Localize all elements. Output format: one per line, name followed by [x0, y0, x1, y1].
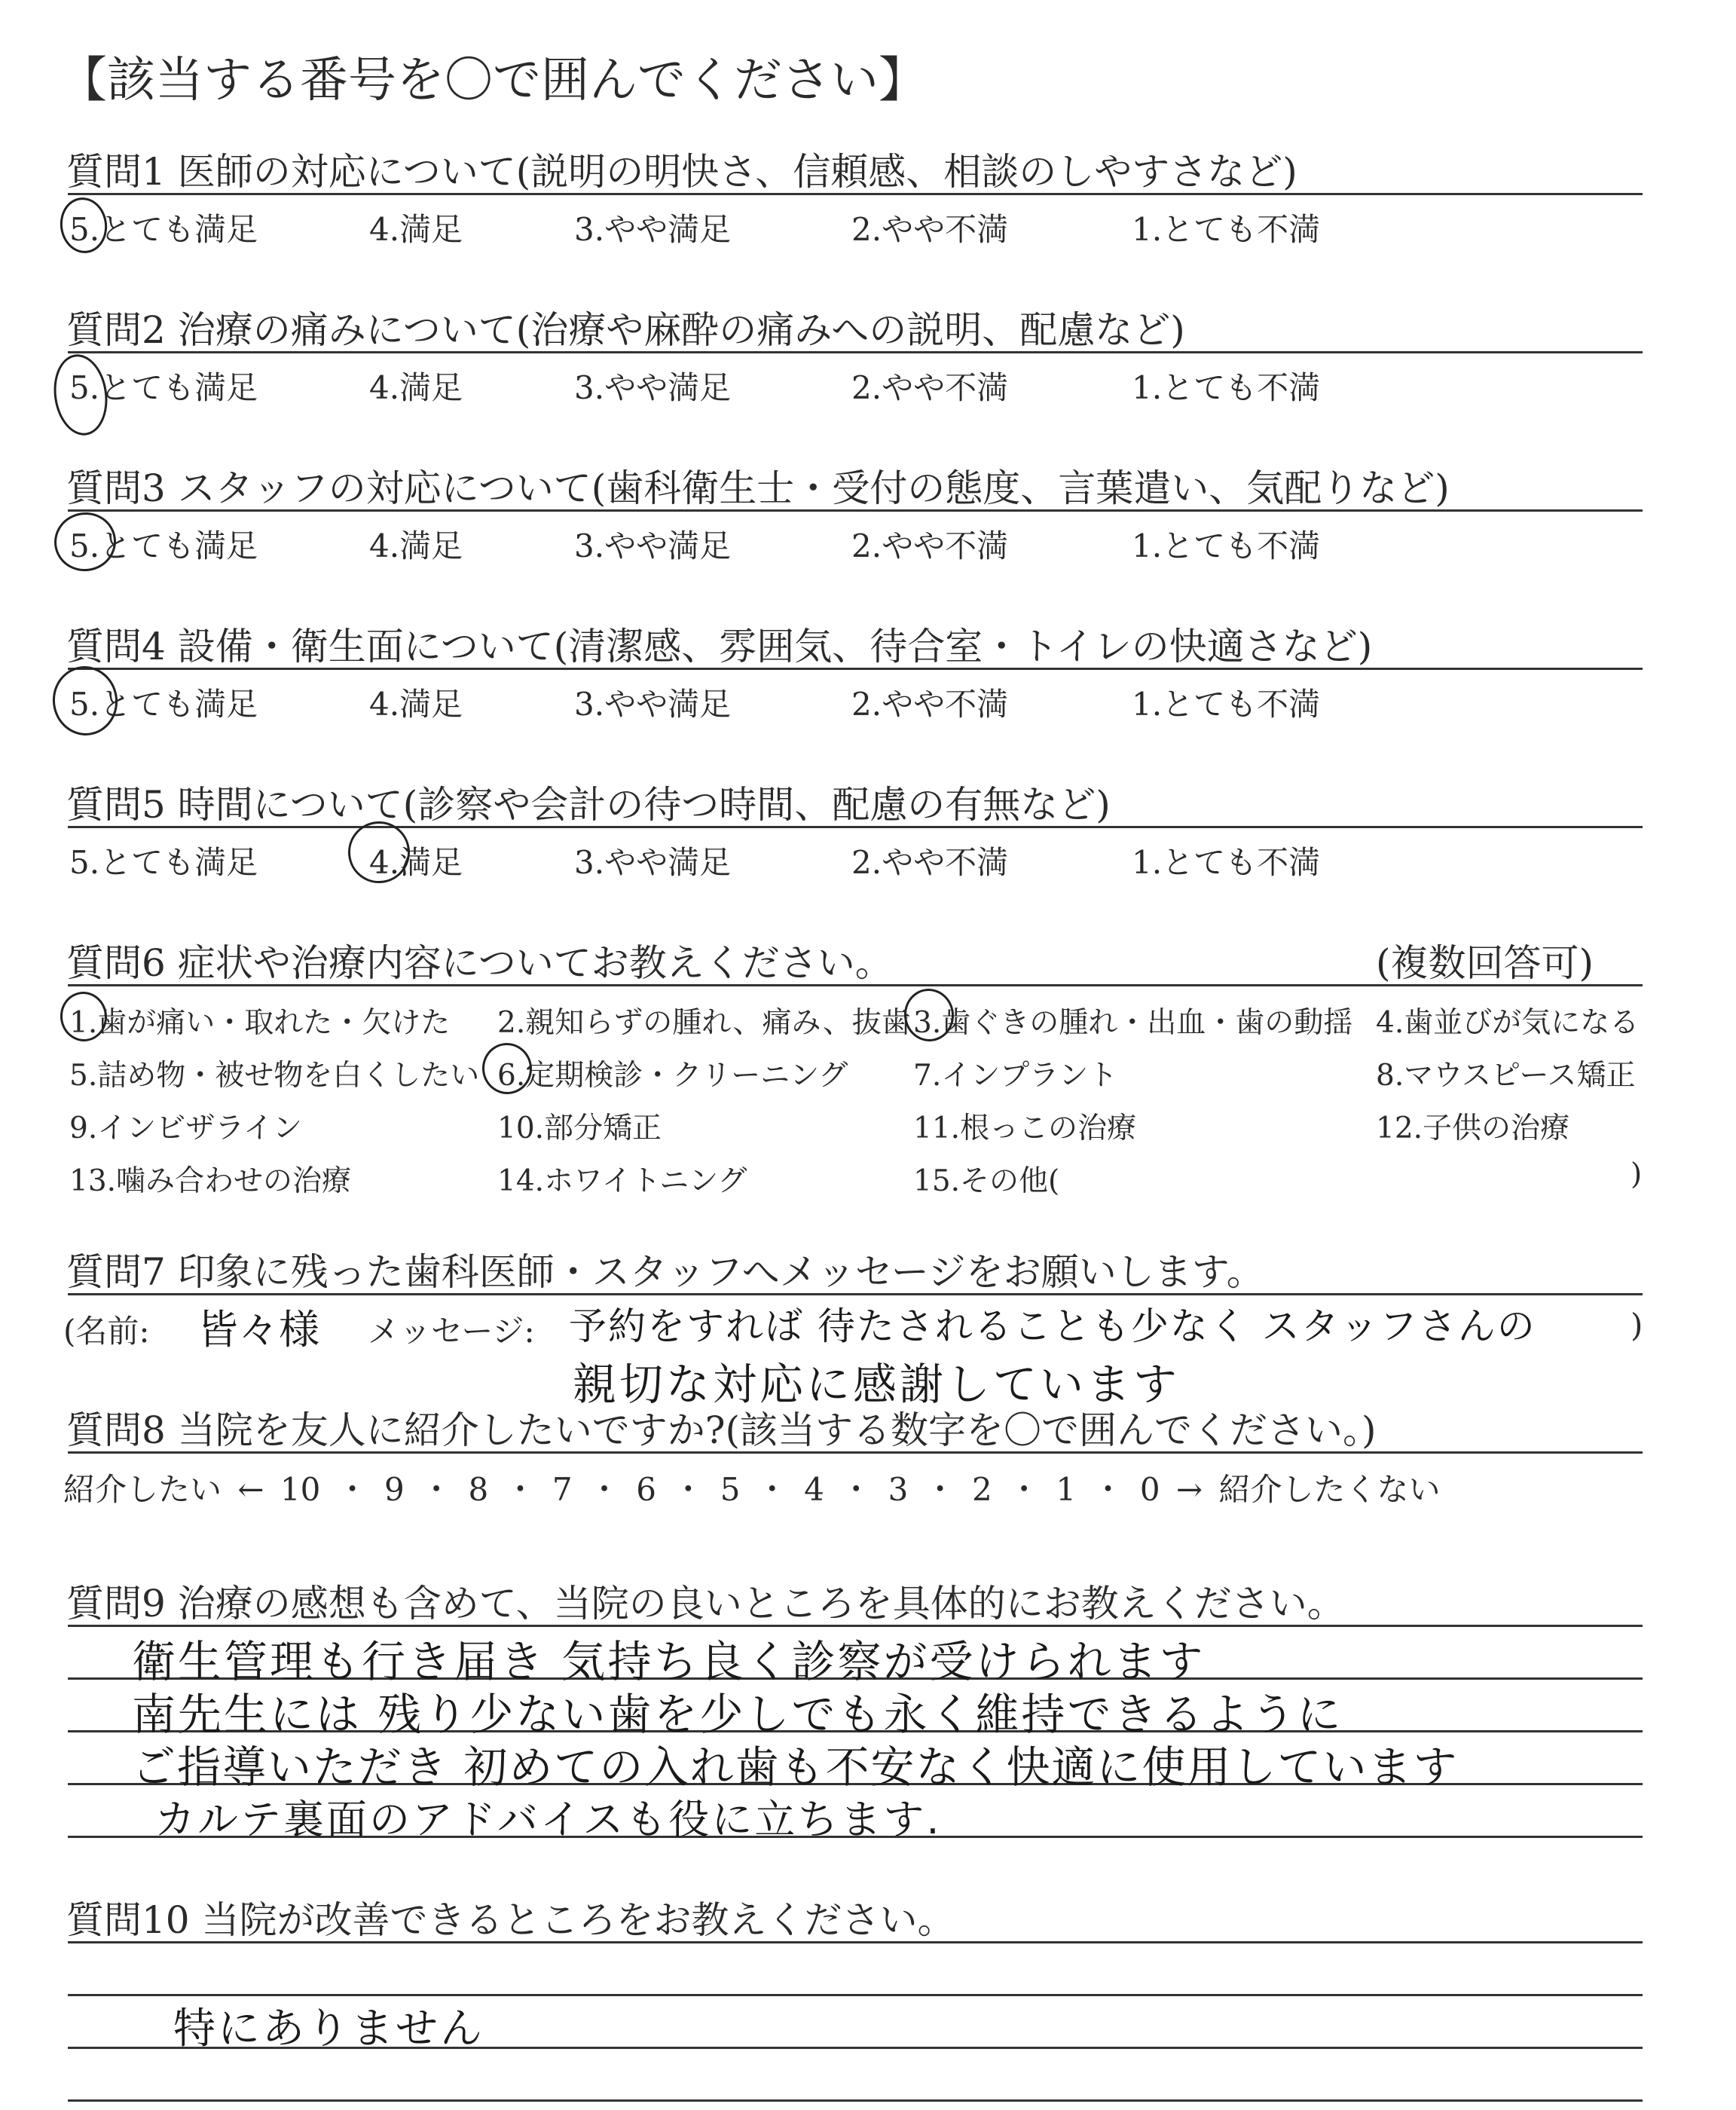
- q1-rule: [68, 193, 1643, 195]
- q6-item-1[interactable]: 1.歯が痛い・取れた・欠けた: [69, 1006, 451, 1040]
- q10-rule-1: [68, 1941, 1643, 1943]
- q6-item-7[interactable]: 7.インプラント: [913, 1059, 1118, 1093]
- q6-item-11[interactable]: 11.根っこの治療: [913, 1112, 1137, 1145]
- q7-message-line-2[interactable]: 親切な対応に感謝しています: [573, 1359, 1181, 1410]
- q5-option-4[interactable]: 4.満足: [369, 844, 463, 881]
- q4-option-3[interactable]: 3.やや満足: [574, 686, 732, 723]
- q3-option-2[interactable]: 2.やや不満: [851, 528, 1009, 564]
- q1-option-1[interactable]: 1.とても不満: [1132, 211, 1321, 248]
- q8-title: 質問8 当院を友人に紹介したいですか?(該当する数字を〇で囲んでください。): [66, 1408, 1377, 1452]
- q9-answer-line-3[interactable]: ご指導いただき 初めての入れ歯も不安なく快適に使用しています: [132, 1742, 1459, 1793]
- q6-item-4[interactable]: 4.歯並びが気になる: [1376, 1006, 1640, 1040]
- q6-item-5[interactable]: 5.詰め物・被せ物を白くしたい: [69, 1059, 480, 1093]
- q2-rule: [68, 351, 1643, 353]
- q4-option-1[interactable]: 1.とても不満: [1132, 686, 1321, 723]
- q9-answer-line-2[interactable]: 南先生には 残り少ない歯を少しでも永く維持できるように: [132, 1689, 1343, 1740]
- q7-name-label: (名前:: [63, 1313, 150, 1350]
- q3-option-4[interactable]: 4.満足: [369, 528, 463, 564]
- q6-item-8[interactable]: 8.マウスピース矯正: [1376, 1059, 1636, 1093]
- q7-message-line-1[interactable]: 予約をすれば 待たされることも少なく スタッフさんの: [569, 1304, 1536, 1348]
- q6-item-10[interactable]: 10.部分矯正: [497, 1112, 662, 1145]
- q5-option-2[interactable]: 2.やや不満: [851, 844, 1009, 881]
- q2-option-3[interactable]: 3.やや満足: [574, 369, 732, 406]
- q2-option-2[interactable]: 2.やや不満: [851, 369, 1009, 406]
- q7-name-value[interactable]: 皆々様: [197, 1306, 319, 1353]
- q6-item-12[interactable]: 12.子供の治療: [1376, 1112, 1570, 1145]
- q5-option-1[interactable]: 1.とても不満: [1132, 844, 1321, 881]
- q10-answer[interactable]: 特にありません: [173, 2004, 484, 2053]
- q7-title: 質問7 印象に残った歯科医師・スタッフへメッセージをお願いします。: [66, 1250, 1264, 1294]
- q3-option-3[interactable]: 3.やや満足: [574, 528, 732, 564]
- q6-rule: [68, 984, 1643, 986]
- q4-option-5[interactable]: 5.とても満足: [69, 686, 258, 723]
- q6-note: (複数回答可): [1376, 941, 1594, 985]
- q10-title: 質問10 当院が改善できるところをお教えください。: [66, 1898, 955, 1942]
- q3-rule: [68, 509, 1643, 512]
- q3-option-5[interactable]: 5.とても満足: [69, 528, 258, 564]
- q6-item-15[interactable]: 15.その他(: [913, 1164, 1060, 1198]
- q6-item-6[interactable]: 6.定期検診・クリーニング: [497, 1059, 848, 1093]
- q6-item-13[interactable]: 13.噛み合わせの治療: [69, 1164, 352, 1198]
- q9-answer-line-4[interactable]: カルテ裏面のアドバイスも役に立ちます.: [154, 1796, 942, 1843]
- q7-message-label: メッセージ:: [368, 1313, 535, 1350]
- q7-message-close-paren: ): [1631, 1307, 1643, 1344]
- q8-scale[interactable]: 紹介したい ← 10 ・ 9 ・ 8 ・ 7 ・ 6 ・ 5 ・ 4 ・ 3 ・ 2 ・ 1 ・ 0 → 紹介したくない: [63, 1471, 1441, 1508]
- q7-rule: [68, 1293, 1643, 1295]
- q2-option-1[interactable]: 1.とても不満: [1132, 369, 1321, 406]
- q2-option-4[interactable]: 4.満足: [369, 369, 463, 406]
- q4-option-2[interactable]: 2.やや不満: [851, 686, 1009, 723]
- q9-answer-line-1[interactable]: 衛生管理も行き届き 気持ち良く診察が受けられます: [132, 1636, 1206, 1687]
- q3-option-1[interactable]: 1.とても不満: [1132, 528, 1321, 564]
- q6-item-9[interactable]: 9.インビザライン: [69, 1112, 303, 1145]
- q5-option-5[interactable]: 5.とても満足: [69, 844, 258, 881]
- q2-option-5[interactable]: 5.とても満足: [69, 369, 258, 406]
- q9-title: 質問9 治療の感想も含めて、当院の良いところを具体的にお教えください。: [66, 1582, 1345, 1625]
- q10-rule-4: [68, 2099, 1643, 2102]
- q1-option-4[interactable]: 4.満足: [369, 211, 463, 248]
- q4-option-4[interactable]: 4.満足: [369, 686, 463, 723]
- q1-option-5[interactable]: 5.とても満足: [69, 211, 258, 248]
- q6-item-2[interactable]: 2.親知らずの腫れ、痛み、抜歯: [497, 1006, 911, 1040]
- instruction-heading: 【該当する番号を〇で囲んでください】: [59, 53, 927, 109]
- q5-title: 質問5 時間について(診察や会計の待つ時間、配慮の有無など): [66, 783, 1111, 827]
- q6-title: 質問6 症状や治療内容についてお教えください。: [66, 941, 893, 985]
- q1-option-2[interactable]: 2.やや不満: [851, 211, 1009, 248]
- q8-rule: [68, 1451, 1643, 1454]
- q2-title: 質問2 治療の痛みについて(治療や麻酔の痛みへの説明、配慮など): [66, 308, 1185, 352]
- q5-option-3[interactable]: 3.やや満足: [574, 844, 732, 881]
- q1-option-3[interactable]: 3.やや満足: [574, 211, 732, 248]
- q4-selected-circle: [48, 662, 122, 739]
- q4-title: 質問4 設備・衛生面について(清潔感、雰囲気、待合室・トイレの快適さなど): [66, 625, 1373, 668]
- q1-title: 質問1 医師の対応について(説明の明快さ、信頼感、相談のしやすさなど): [66, 150, 1297, 194]
- q6-item-14[interactable]: 14.ホワイトニング: [497, 1164, 747, 1198]
- q5-rule: [68, 826, 1643, 828]
- q6-item-3[interactable]: 3.歯ぐきの腫れ・出血・歯の動揺: [913, 1006, 1353, 1040]
- q3-title: 質問3 スタッフの対応について(歯科衛生士・受付の態度、言葉遣い、気配りなど): [66, 466, 1450, 510]
- q4-rule: [68, 668, 1643, 670]
- q6-item-15-close-paren: ): [1631, 1157, 1643, 1191]
